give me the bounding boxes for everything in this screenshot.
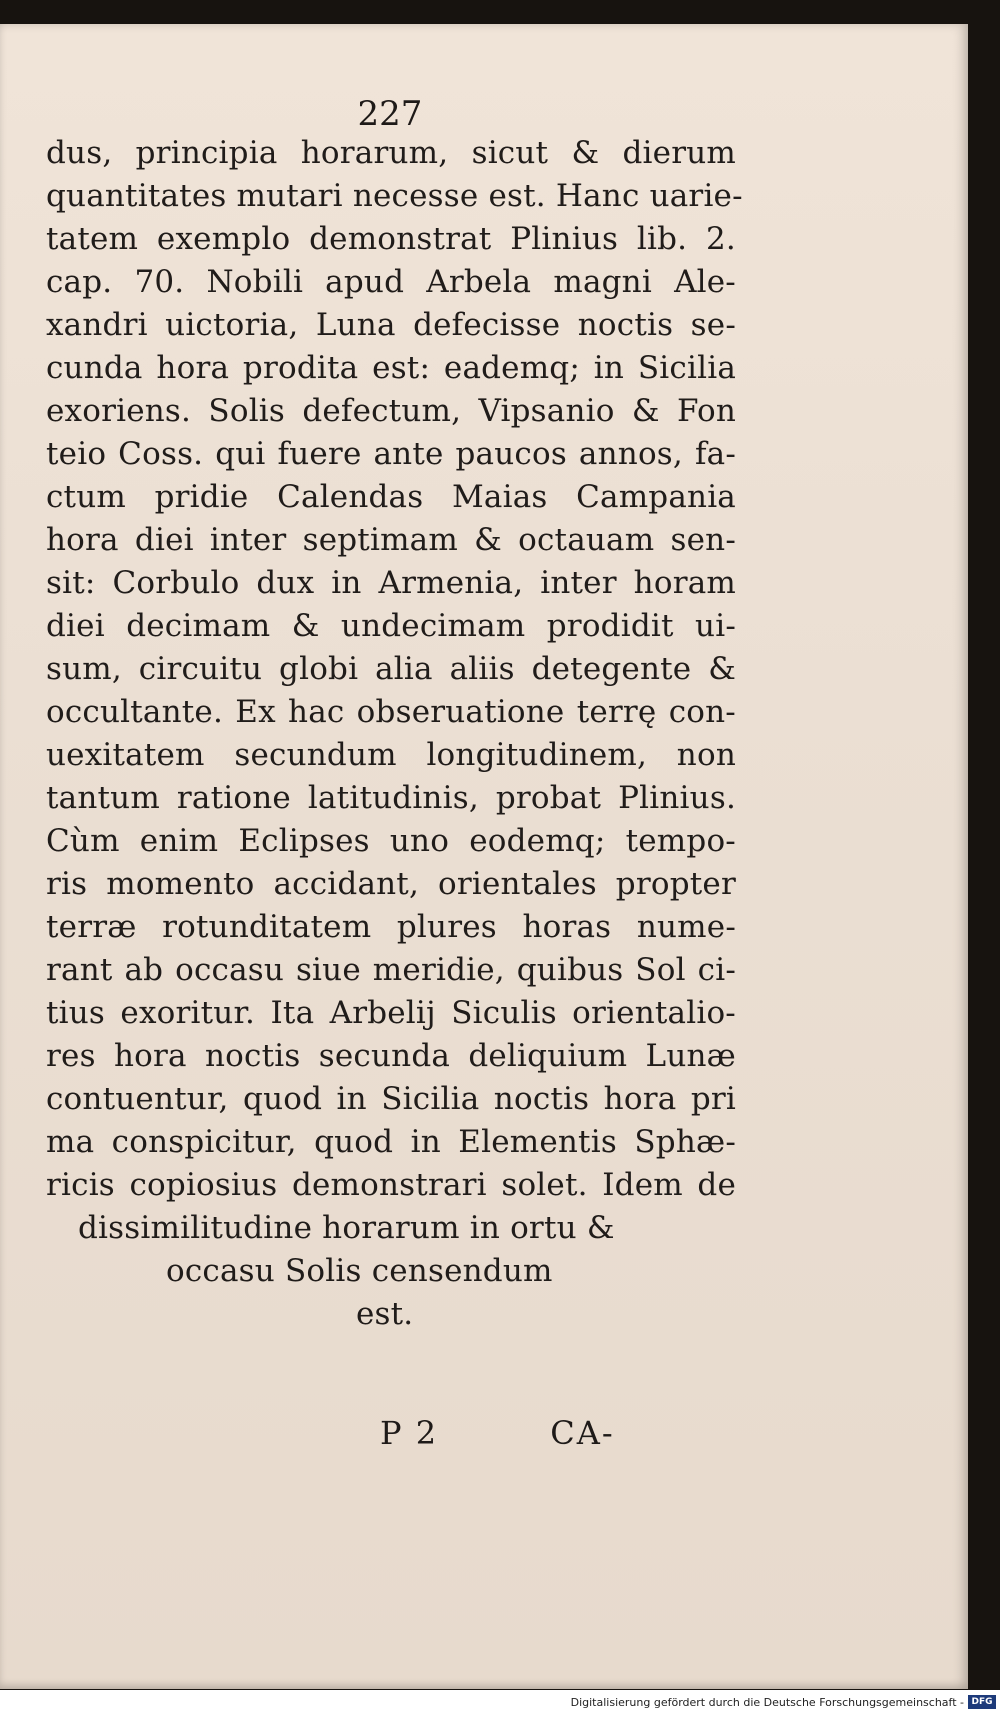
catchword: CA- bbox=[550, 1414, 615, 1452]
text-line: tantum ratione latitudinis, probat Plinius. bbox=[46, 780, 736, 816]
text-line: sum, circuitu globi alia aliis detegente & bbox=[46, 651, 736, 687]
text-line: dus, principia horarum, sicut & dierum bbox=[46, 135, 736, 171]
body-text bbox=[46, 132, 743, 1336]
text-line: occultante. Ex hac obseruatione terrę con- bbox=[46, 694, 736, 730]
text-line: quantitates mutari necesse est. Hanc uarie- bbox=[46, 178, 743, 214]
text-line: exoriens. Solis defectum, Vipsanio & Fon bbox=[46, 393, 736, 429]
text-line-tail: est. bbox=[356, 1296, 414, 1332]
funding-credit: Digitalisierung gefördert durch die Deutsche Forschungsgemeinschaft - bbox=[570, 1696, 964, 1709]
signature-mark: P 2 bbox=[380, 1414, 439, 1452]
text-line: hora diei inter septimam & octauam sen- bbox=[46, 522, 736, 558]
text-line: ctum pridie Calendas Maias Campania bbox=[46, 479, 736, 515]
text-line: cunda hora prodita est: eademq; in Sicilia bbox=[46, 350, 736, 386]
page-number: 227 bbox=[357, 94, 423, 134]
text-line: res hora noctis secunda deliquium Lunæ bbox=[46, 1038, 736, 1074]
credit-bar bbox=[0, 1690, 1000, 1712]
text-line: ricis copiosius demonstrari solet. Idem de bbox=[46, 1167, 736, 1203]
text-line: cap. 70. Nobili apud Arbela magni Ale- bbox=[46, 264, 736, 300]
text-line: xandri uictoria, Luna defecisse noctis se- bbox=[46, 307, 736, 343]
text-line: contuentur, quod in Sicilia noctis hora pri bbox=[46, 1081, 736, 1117]
text-line: terræ rotunditatem plures horas nume- bbox=[46, 909, 736, 945]
page-footer bbox=[380, 1414, 615, 1452]
text-line: ma conspicitur, quod in Elementis Sphæ- bbox=[46, 1124, 736, 1160]
text-line: tius exoritur. Ita Arbelij Siculis orientalio- bbox=[46, 995, 736, 1031]
dfg-logo-icon: DFG bbox=[968, 1695, 996, 1709]
text-line: teio Coss. qui fuere ante paucos annos, fa- bbox=[46, 436, 736, 472]
text-line: diei decimam & undecimam prodidit ui- bbox=[46, 608, 736, 644]
text-line: Cùm enim Eclipses uno eodemq; tempo- bbox=[46, 823, 736, 859]
text-line: rant ab occasu siue meridie, quibus Sol ci- bbox=[46, 952, 736, 988]
text-line: uexitatem secundum longitudinem, non bbox=[46, 737, 736, 773]
text-line-tail: occasu Solis censendum bbox=[166, 1253, 553, 1289]
text-line: sit: Corbulo dux in Armenia, inter horam bbox=[46, 565, 736, 601]
text-line: tatem exemplo demonstrat Plinius lib. 2. bbox=[46, 221, 736, 257]
text-line-tail: dissimilitudine horarum in ortu & bbox=[78, 1210, 615, 1246]
text-line: ris momento accidant, orientales propter bbox=[46, 866, 736, 902]
book-page bbox=[0, 24, 968, 1689]
